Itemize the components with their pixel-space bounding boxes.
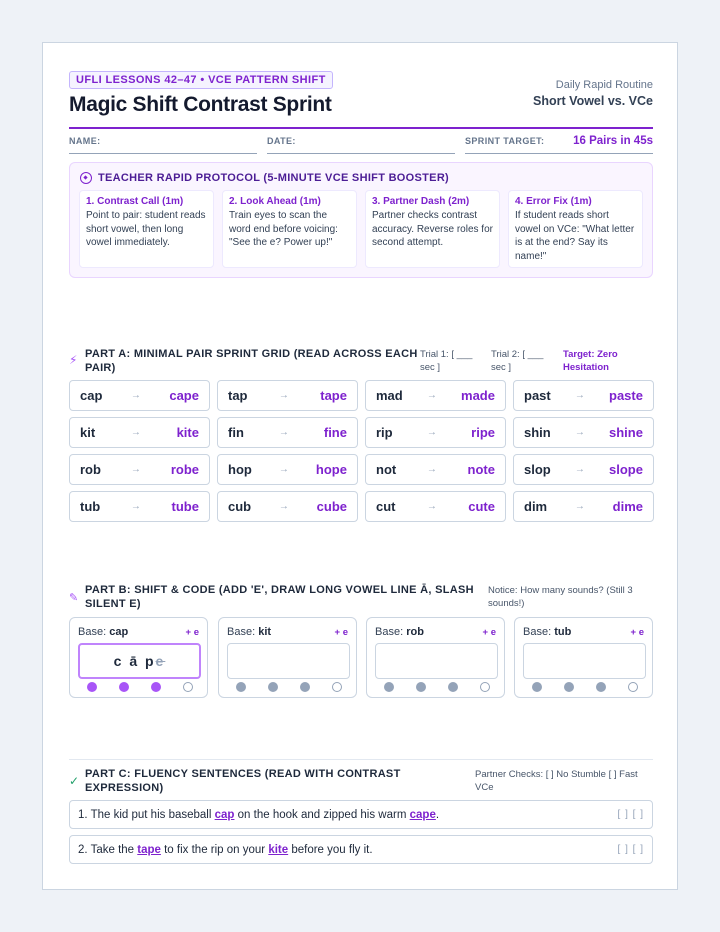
base-word: tub [554,626,572,638]
add-e-label: + e [334,627,348,638]
sound-dot[interactable] [87,682,97,692]
vce-word: cube [316,499,347,514]
vce-word: ripe [471,425,495,440]
vce-word: tube [171,499,199,514]
code-card [218,617,357,698]
sound-dot[interactable] [384,682,394,692]
base-prefix: Base: [523,626,552,638]
step-title: 1. Contrast Call (1m) [86,196,184,207]
vce-word: hope [315,462,347,477]
sound-dot[interactable] [532,682,542,692]
sound-dot[interactable] [300,682,310,692]
arrow-icon: → [574,464,585,475]
trial-2-field[interactable]: Trial 2: [ ___ sec ] [491,349,544,373]
short-vowel-word: tub [80,499,101,514]
highlight-word: cape [409,808,436,821]
compass-icon [80,172,92,184]
word-pair [217,454,358,485]
sound-dots [532,682,638,692]
sound-dot[interactable] [119,682,129,692]
lesson-badge: UFLI LESSONS 42–47 • VCE PATTERN SHIFT [69,71,333,89]
word-pair [217,417,358,448]
sound-dot[interactable] [332,682,342,692]
part-a-heading: PART A: MINIMAL PAIR SPRINT GRID (READ ACROSS EACH PAIR) [85,348,418,374]
word-pair [513,491,654,522]
vce-word: note [467,462,495,477]
sound-dot[interactable] [448,682,458,692]
sound-dots [236,682,342,692]
highlight-word: tape [137,843,161,856]
partner-checks-label: Partner Checks: [ ] No Stumble [ ] Fast VCe [475,769,638,793]
protocol-step [222,190,357,268]
name-label: NAME: [69,136,101,146]
teacher-protocol-panel [69,162,653,278]
date-label: DATE: [267,136,296,146]
code-input[interactable] [227,643,350,679]
protocol-step [79,190,214,268]
sound-dot[interactable] [268,682,278,692]
arrow-icon: → [130,464,141,475]
word-pair [69,454,210,485]
sentence-text: Take the [90,843,138,856]
short-vowel-word: past [524,388,551,403]
sprint-target-line [465,153,653,154]
short-vowel-word: slop [524,462,551,477]
part-b-heading: PART B: SHIFT & CODE (ADD 'E', DRAW LONG VOWEL LINE Ā, SLASH SILENT E) [85,584,474,610]
word-pair [217,491,358,522]
sentence-text: to fix the rip on your [160,843,269,856]
word-pair [69,491,210,522]
coded-word: c ā p [113,653,156,669]
short-vowel-word: rob [80,462,101,477]
sound-dot[interactable] [236,682,246,692]
step-text: Point to pair: student reads short vowel, then long vowel immediately. [86,210,206,248]
page-title: Magic Shift Contrast Sprint [69,93,332,116]
section-divider [69,759,653,760]
vce-word: tape [320,388,347,403]
protocol-step [508,190,643,268]
add-e-label: + e [185,627,199,638]
short-vowel-word: shin [524,425,551,440]
vce-word: dime [612,499,643,514]
word-pair [365,491,506,522]
step-title: 3. Partner Dash (2m) [372,196,470,207]
arrow-icon: → [278,390,289,401]
short-vowel-word: mad [376,388,403,403]
partner-checkboxes[interactable]: [ ] [ ] [617,844,644,855]
arrow-icon: → [278,464,289,475]
sound-dot[interactable] [183,682,193,692]
arrow-icon: → [130,390,141,401]
arrow-icon: → [426,427,437,438]
short-vowel-word: cap [80,388,103,403]
sound-dot[interactable] [151,682,161,692]
sprint-target-label: SPRINT TARGET: [465,136,545,146]
trial-1-field[interactable]: Trial 1: [ ___ sec ] [420,349,473,373]
step-text: Partner checks contrast accuracy. Reverse roles for second attempt. [372,210,493,248]
code-card [69,617,208,698]
base-word: cap [109,626,129,638]
sentence-text: before you fly it. [288,843,373,856]
name-field[interactable] [69,153,257,154]
highlight-word: cap [214,808,235,821]
sound-dot[interactable] [596,682,606,692]
step-text: If student reads short vowel on VCe: "What letter is at the end? Say its name!" [515,210,635,262]
word-pair [365,454,506,485]
word-pair [513,417,654,448]
pencil-icon: ✎ [69,592,79,604]
arrow-icon: → [130,427,141,438]
word-pair [217,380,358,411]
highlight-word: kite [268,843,289,856]
base-prefix: Base: [227,626,256,638]
arrow-icon: → [278,427,289,438]
lightning-icon: ⚡ [69,353,78,367]
word-pair [69,380,210,411]
base-word: kit [258,626,272,638]
short-vowel-word: hop [228,462,252,477]
vce-word: robe [170,462,199,477]
part-b-notice: Notice: How many sounds? (Still 3 sounds!) [488,585,633,609]
arrow-icon: → [574,427,585,438]
step-text: Train eyes to scan the word end before voicing: "See the e? Power up!" [229,210,338,248]
sprint-target-value: 16 Pairs in 45s [573,135,653,147]
sound-dot[interactable] [564,682,574,692]
sentence-number: 1. [78,808,88,821]
arrow-icon: → [130,501,141,512]
code-card [366,617,505,698]
protocol-step [365,190,500,268]
routine-label: Daily Rapid Routine [555,79,653,91]
base-word: rob [406,626,424,638]
vce-word: paste [609,388,643,403]
sentence-text: The kid put his baseball [90,808,215,821]
vce-word: kite [176,425,199,440]
vce-word: slope [609,462,643,477]
vce-word: made [461,388,495,403]
arrow-icon: → [426,390,437,401]
sentence-text: on the hook and zipped his warm [234,808,410,821]
fluency-sentence [69,835,653,864]
short-vowel-word: cut [376,499,396,514]
short-vowel-word: fin [228,425,244,440]
arrow-icon: → [426,464,437,475]
code-input[interactable] [375,643,498,679]
word-pair [513,380,654,411]
add-e-label: + e [630,627,644,638]
short-vowel-word: rip [376,425,393,440]
short-vowel-word: kit [80,425,96,440]
arrow-icon: → [574,390,585,401]
word-pair [365,417,506,448]
sound-dot[interactable] [628,682,638,692]
word-pair [365,380,506,411]
arrow-icon: → [426,501,437,512]
part-c-heading: PART C: FLUENCY SENTENCES (READ WITH CONTRAST EXPRESSION) [85,768,401,794]
base-prefix: Base: [78,626,107,638]
vce-word: cute [468,499,495,514]
step-title: 4. Error Fix (1m) [515,196,592,207]
word-pair [69,417,210,448]
short-vowel-word: not [376,462,397,477]
silent-e: e [155,653,166,669]
code-input[interactable] [78,643,201,679]
short-vowel-word: dim [524,499,548,514]
fluency-sentence [69,800,653,829]
step-title: 2. Look Ahead (1m) [229,196,321,207]
part-a-target: Target: Zero Hesitation [563,349,618,373]
sentence-text: . [435,808,440,821]
add-e-label: + e [482,627,496,638]
word-pair [513,454,654,485]
sound-dots [384,682,490,692]
sentence-number: 2. [78,843,88,856]
code-input[interactable] [523,643,646,679]
arrow-icon: → [574,501,585,512]
partner-checkboxes[interactable]: [ ] [ ] [617,809,644,820]
check-circle-icon: ✓ [69,774,80,788]
date-field[interactable] [267,153,455,154]
worksheet-page [42,42,678,890]
title-divider [69,127,653,129]
vce-word: cape [169,388,199,403]
vce-word: shine [609,425,643,440]
code-card [514,617,653,698]
vce-word: fine [323,425,347,440]
arrow-icon: → [278,501,289,512]
routine-title: Short Vowel vs. VCe [533,94,653,108]
short-vowel-word: tap [228,388,248,403]
short-vowel-word: cub [228,499,252,514]
sound-dot[interactable] [416,682,426,692]
protocol-heading: TEACHER RAPID PROTOCOL (5-MINUTE VCE SHIFT BOOSTER) [98,172,450,184]
base-prefix: Base: [375,626,404,638]
sound-dots [87,682,193,692]
sound-dot[interactable] [480,682,490,692]
